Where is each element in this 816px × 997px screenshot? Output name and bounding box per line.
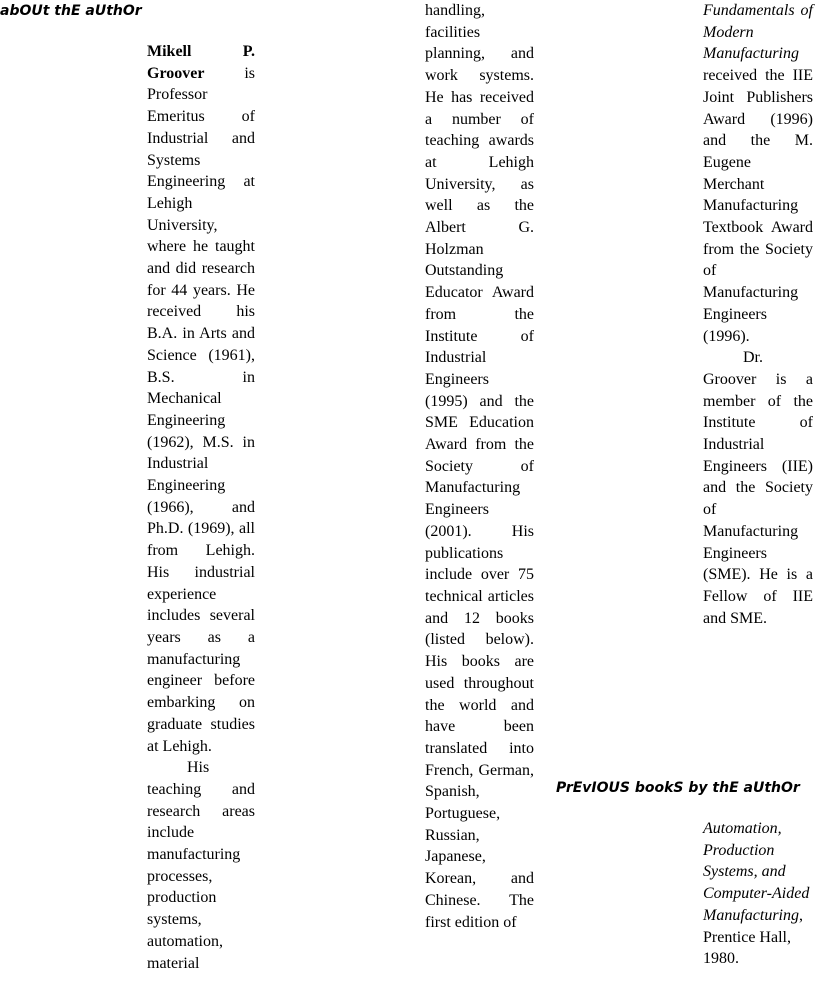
- bio-paragraph-1-text: is Professor Emeritus of Industrial and Systems Engineering at Lehigh University, where he taught and did research for 44 years. He received his B.A. in Arts and Science (1961), B.S. in Mechanical Engineering (1962), M.S. in Industrial Engineering (1966), and Ph.D. (1969), all from Lehigh. His industrial experience includes several years as a manufacturing engineer before embarking on graduate studies at Lehigh.: [147, 64, 255, 755]
- book-entry-title: Automation, Production Systems, and Computer-Aided Manufacturing: [703, 820, 810, 924]
- bio-column-2: [425, 0, 534, 933]
- bio-column-3: [703, 0, 813, 629]
- bio-paragraph-2-text: His teaching and research areas include manufacturing processes, production systems, automation, material: [147, 759, 255, 972]
- book-entry-publisher: , Prentice Hall, 1980.: [703, 906, 803, 968]
- bio-paragraph-2-cont: [425, 0, 534, 933]
- bio-paragraph-3: [703, 347, 813, 629]
- previous-books-heading: PrEvIOUS bookS by thE aUthOr: [556, 780, 800, 796]
- bio-column-1: [147, 41, 255, 974]
- bio-paragraph-2-text-cont: handling, facilities planning, and work systems. He has received a number of teaching awards at Lehigh University, as well as the Albert G. Holzman Outstanding Educator Award from the Institute of Industrial Engineers (1995) and the SME Education Award from the Society of Manufacturing Engineers (2001). His publications include over 75 technical articles and 12 books (listed below). His books are used throughout the world and have been translated into French, German, Spanish, Portuguese, Russian, Japanese, Korean, and Chinese. The first edition of: [425, 2, 534, 931]
- bio-paragraph-3-text: Dr. Groover is a member of the Institute of Industrial Engineers (IIE) and the Society of Manufacturing Engineers (SME). He is a Fellow of IIE and SME.: [703, 349, 813, 627]
- bio-paragraph-2-awards: received the IIE Joint Publishers Award (1996) and the M. Eugene Merchant Manufacturing Textbook Award from the Society of Manufacturing Engineers (1996).: [703, 67, 813, 345]
- bio-paragraph-2-end: [703, 0, 813, 347]
- previous-books-list: [703, 818, 811, 970]
- author-name: Mikell P. Groover: [147, 43, 255, 82]
- bio-paragraph-2-start: [147, 757, 255, 974]
- bio-paragraph-1: [147, 41, 255, 757]
- book-entry: [703, 818, 811, 970]
- about-author-heading: abOUt thE aUthOr: [0, 3, 142, 19]
- book-title: Fundamentals of Modern Manufacturing: [703, 2, 813, 63]
